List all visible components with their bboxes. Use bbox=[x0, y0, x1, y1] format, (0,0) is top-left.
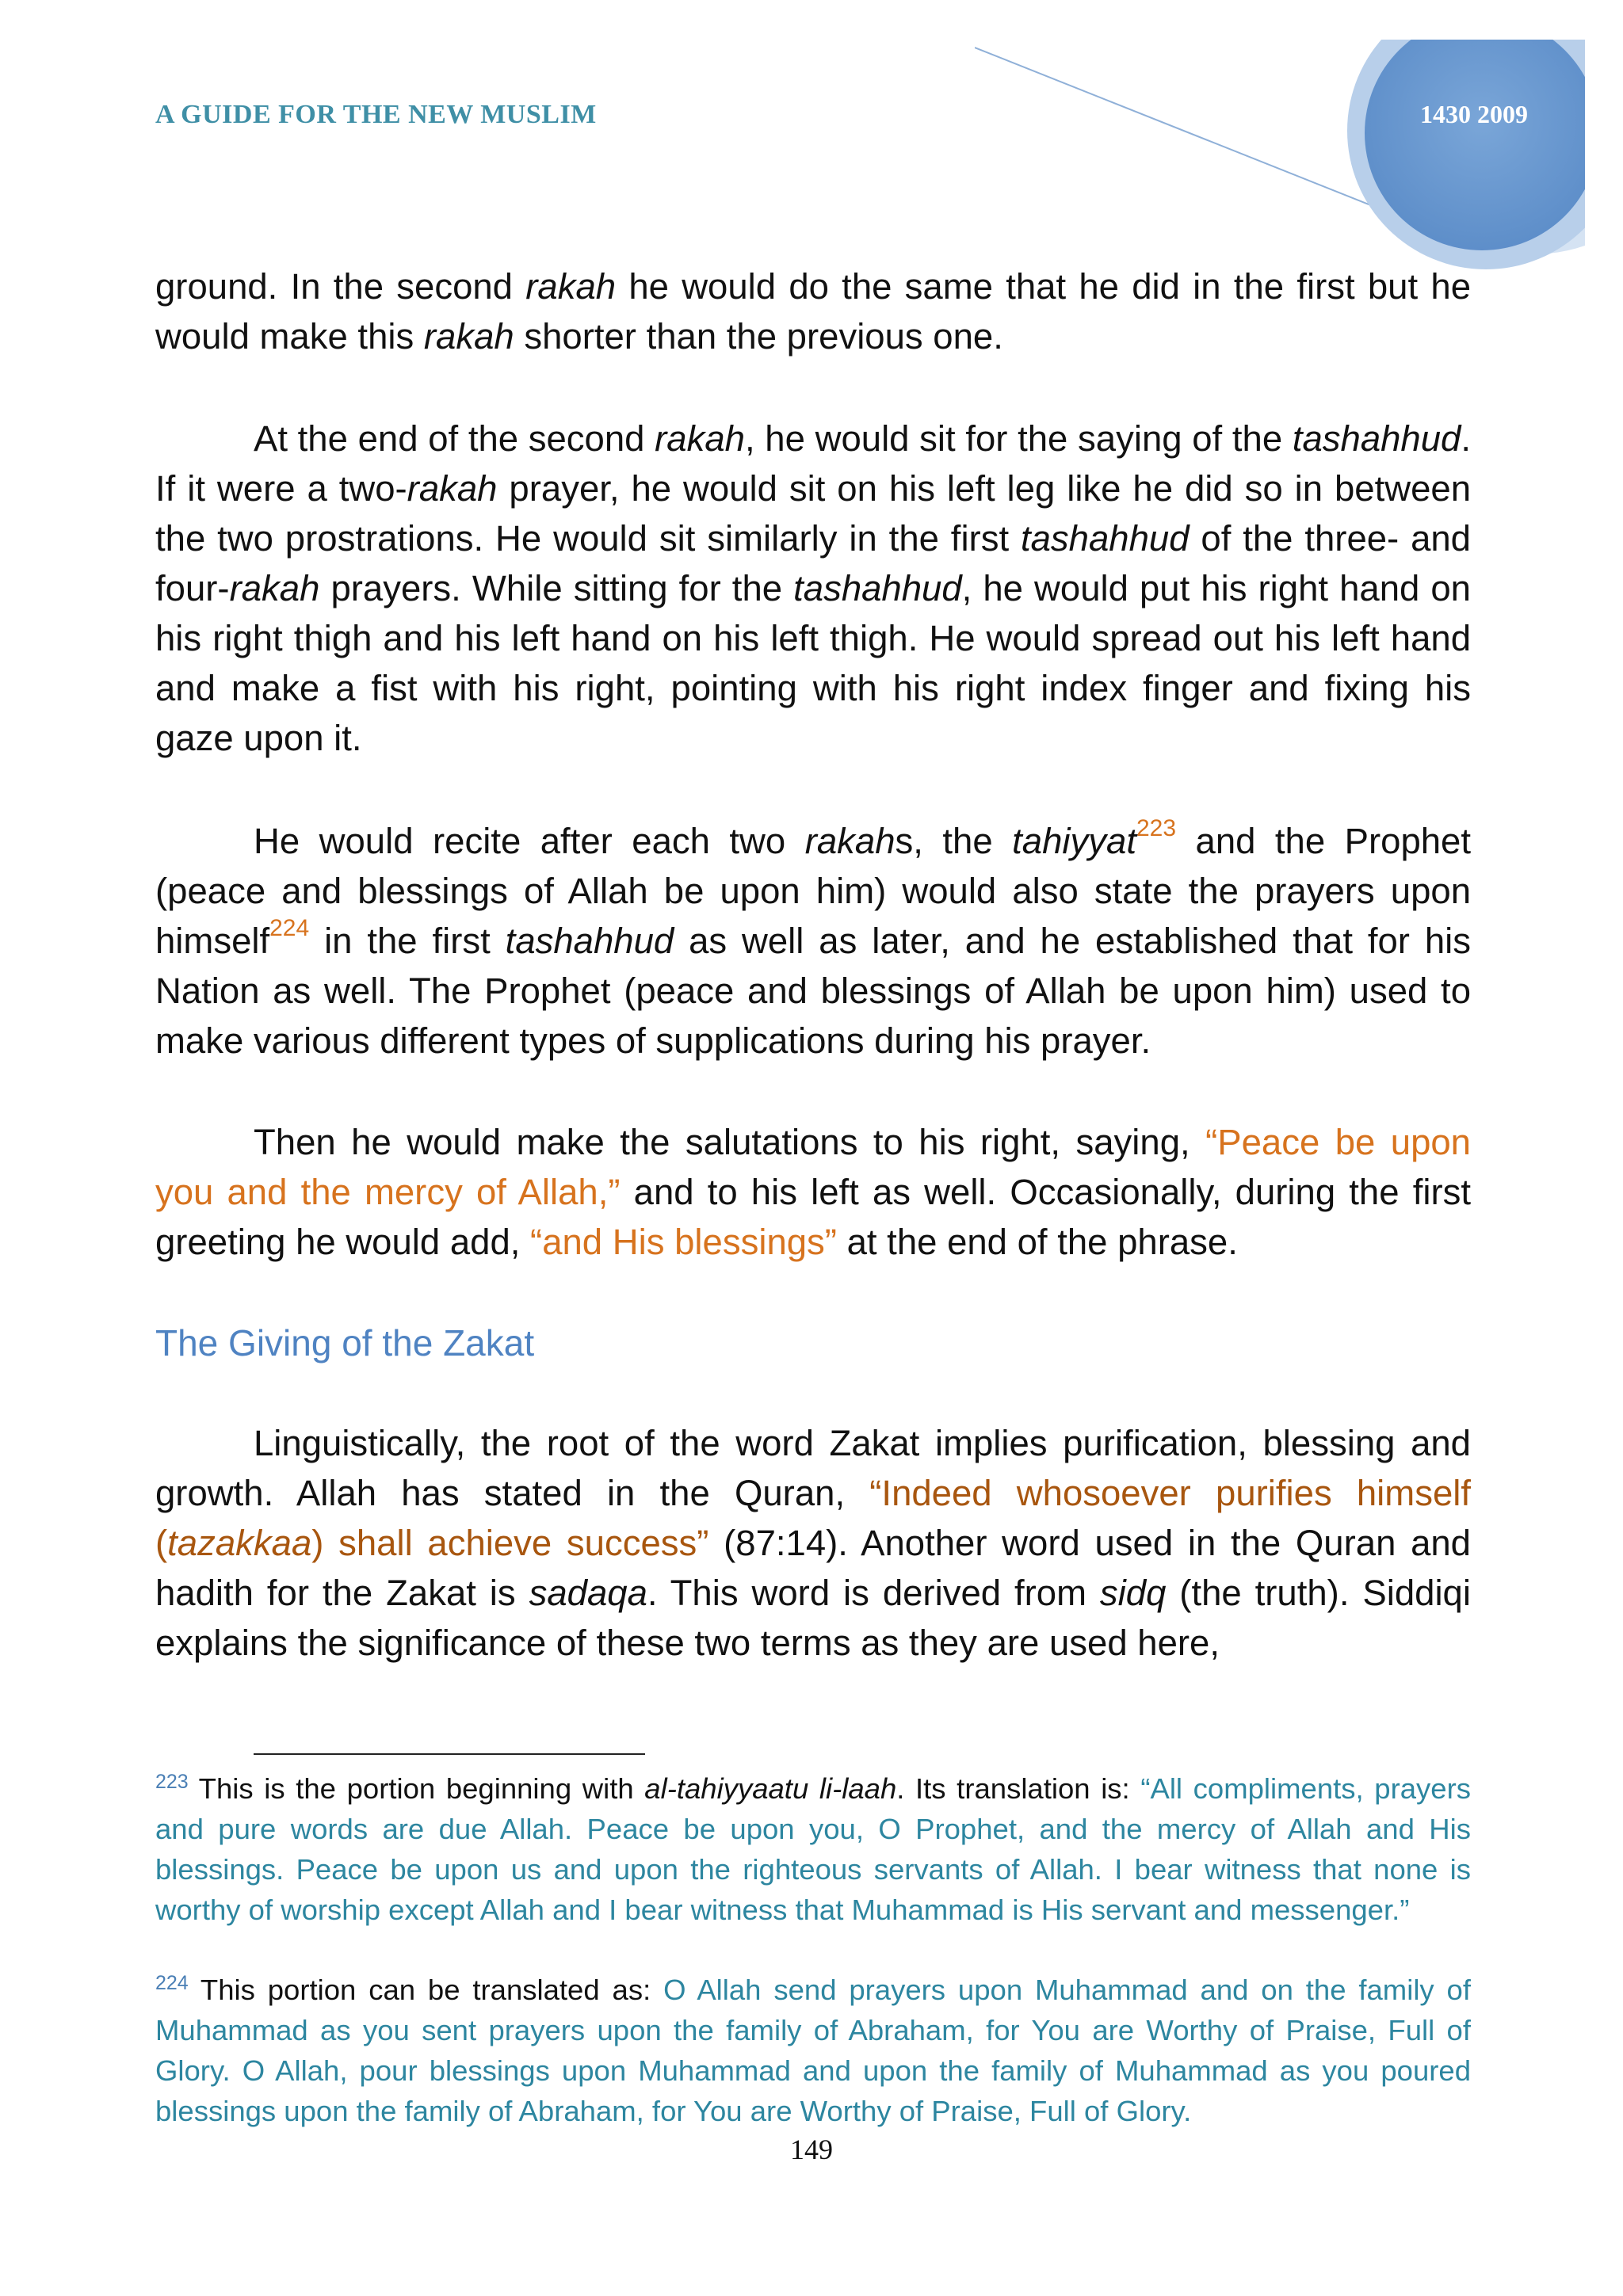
paragraph-3: He would recite after each two rakahs, the tahiyyat$^{223}$ and the Prophet (peace and blessings of Allah be upon him) would also state the prayers upon himself$^{224}$ in the first tashahhud as well as later, and he established that for his Nation as well. The Prophet (peace and blessings of Allah be upon him) used to make various different types of supplications during his prayer. bbox=[155, 815, 1472, 1061]
header-decoration bbox=[975, 40, 1585, 277]
salutation-quote: “Peace be upon you and the mercy of Allah,” bbox=[155, 1122, 1471, 1212]
footnote-224: $^{224}$ This portion can be translated as: O Allah send prayers upon Muhammad and on the family of Muhammad as you sent prayers upon the family of Abraham, for You are Worthy of Praise, Full of Glory. O Allah, pour blessings upon Muhammad and upon the family of Muhammad as you poured blessings upon the family of Abraham, for You are Worthy of Praise, Full of Glory. bbox=[155, 1972, 1471, 2127]
footnote-ref-224[interactable]: 224 bbox=[269, 915, 310, 941]
header-year: 1430 2009 bbox=[1420, 100, 1528, 128]
header-title: A GUIDE FOR THE NEW MUSLIM bbox=[155, 100, 597, 129]
footnote-223: $^{223}$ This is the portion beginning with al-tahiyyaatu li-laah. Its translation is: “All compliments, prayers and pure words are due Allah. Peace be upon you, O Prophet, and the mercy of Allah and His blessings. Peace be upon us and upon the righteous servants of Allah. I bear witness that none is worthy of worship except Allah and I bear witness that Muhammad is His servant and messenger.” bbox=[155, 1771, 1472, 1926]
quran-quote: “Indeed whosoever purifies himself (tazakkaa) shall achieve success” bbox=[155, 1473, 1471, 1563]
paragraph-1: ground. In the second rakah he would do the same that he did in the first but he would make this rakah shorter than the previous one. bbox=[155, 266, 1471, 357]
paragraph-5: Linguistically, the root of the word Zakat implies purification, blessing and growth. Allah has stated in the Quran, “Indeed whosoever purifies himself (tazakkaa) shall achieve success” (87:14). Another word used in the Quran and hadith for the Zakat is sadaqa. This word is derived from sidq (the truth). Siddiqi explains the significance of these two terms as they are used here, bbox=[155, 1423, 1471, 1663]
footnote-number-224: 224 bbox=[155, 1972, 189, 1994]
paragraph-2: At the end of the second rakah, he would sit for the saying of the tashahhud. If it were a two-rakah prayer, he would sit on his left leg like he did so in between the two prostrations. He would sit similarly in the first tashahhud of the three- and four-rakah prayers. While sitting for the tashahhud, he would put his right hand on his right thigh and his left hand on his left thigh. He would spread out his left hand and make a fist with his right, pointing with his right index finger and fixing his gaze upon it. bbox=[155, 418, 1471, 758]
blessings-quote: “and His blessings” bbox=[530, 1222, 837, 1262]
paragraph-4: Then he would make the salutations to his right, saying, “Peace be upon you and the mercy of Allah,” and to his left as well. Occasionally, during the first greeting he would add, “and His blessings” at the end of the phrase. bbox=[155, 1122, 1471, 1262]
footnote-number-223: 223 bbox=[155, 1771, 189, 1793]
page-number: 149 bbox=[790, 2134, 833, 2165]
footnote-separator bbox=[254, 1753, 645, 1755]
footnote-ref-223[interactable]: 223 bbox=[1136, 815, 1177, 841]
section-heading-zakat: The Giving of the Zakat bbox=[155, 1322, 535, 1363]
